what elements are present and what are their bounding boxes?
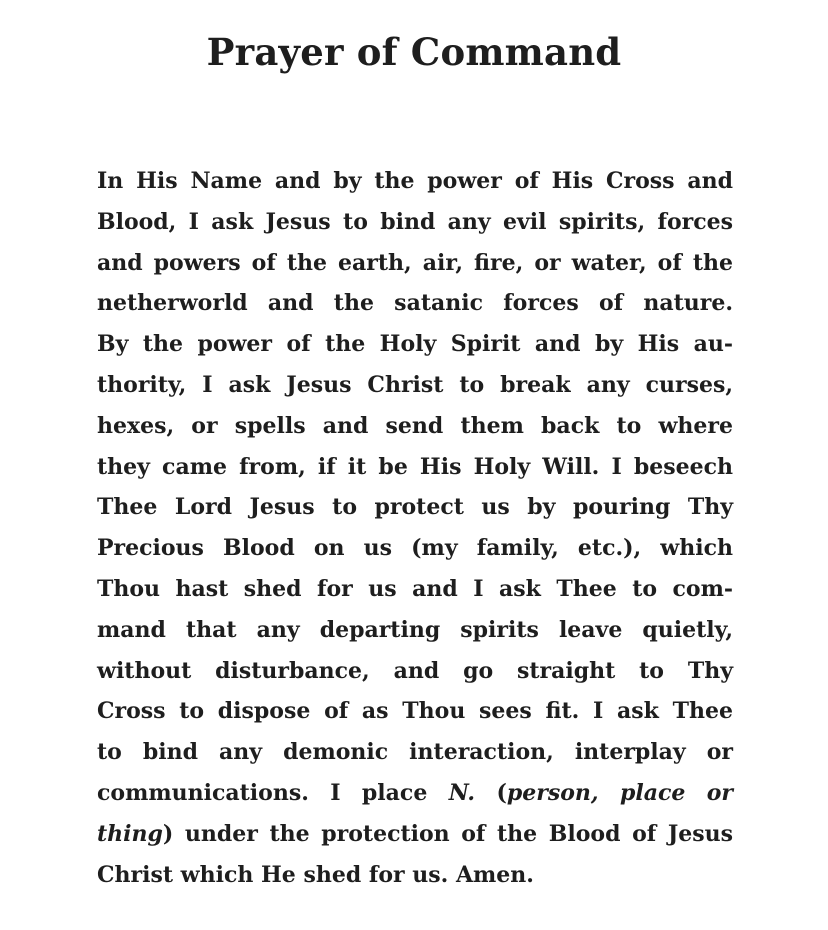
prayer-line: In His Name and by the power of His Cross and — [97, 168, 733, 194]
prayer-line: Precious Blood on us (my family, etc.), which — [97, 535, 733, 562]
prayer-line: Christ which He shed for us. Amen. — [97, 861, 534, 888]
prayer-line: Blood, I ask Jesus to bind any evil spirits, forces — [97, 208, 733, 235]
prayer-line: Thou hast shed for us and I ask Thee to com- — [97, 575, 733, 602]
prayer-line: to bind any demonic interaction, interplay or — [97, 739, 733, 766]
prayer-line: without disturbance, and go straight to Thy — [97, 657, 733, 684]
placeholder-options: thing — [97, 820, 163, 847]
prayer-line: Thee Lord Jesus to protect us by pouring Thy — [97, 494, 733, 521]
line-text: communications. I place — [97, 779, 449, 806]
page-title: Prayer of Command — [206, 30, 622, 74]
prayer-line — [97, 814, 733, 855]
prayer-line: mand that any departing spirits leave quietly, — [97, 616, 733, 643]
placeholder-n: N. — [448, 779, 476, 806]
prayer-line: they came from, if it be His Holy Will. I beseech — [97, 453, 733, 480]
line-text: ) under the protection of the Blood of Jesus — [162, 820, 733, 847]
prayer-body — [97, 161, 733, 895]
prayer-line — [97, 773, 733, 814]
prayer-line: Cross to dispose of as Thou sees fit. I ask Thee — [97, 698, 733, 725]
prayer-line: and powers of the earth, air, fire, or water, of the — [97, 249, 733, 276]
placeholder-options: person, place or — [506, 779, 734, 806]
prayer-line: netherworld and the satanic forces of nature. — [97, 290, 733, 317]
prayer-line: By the power of the Holy Spirit and by His au- — [97, 331, 733, 358]
prayer-line: hexes, or spells and send them back to where — [97, 412, 733, 439]
line-text: ( — [475, 779, 507, 806]
prayer-line: thority, I ask Jesus Christ to break any curses, — [97, 371, 733, 398]
